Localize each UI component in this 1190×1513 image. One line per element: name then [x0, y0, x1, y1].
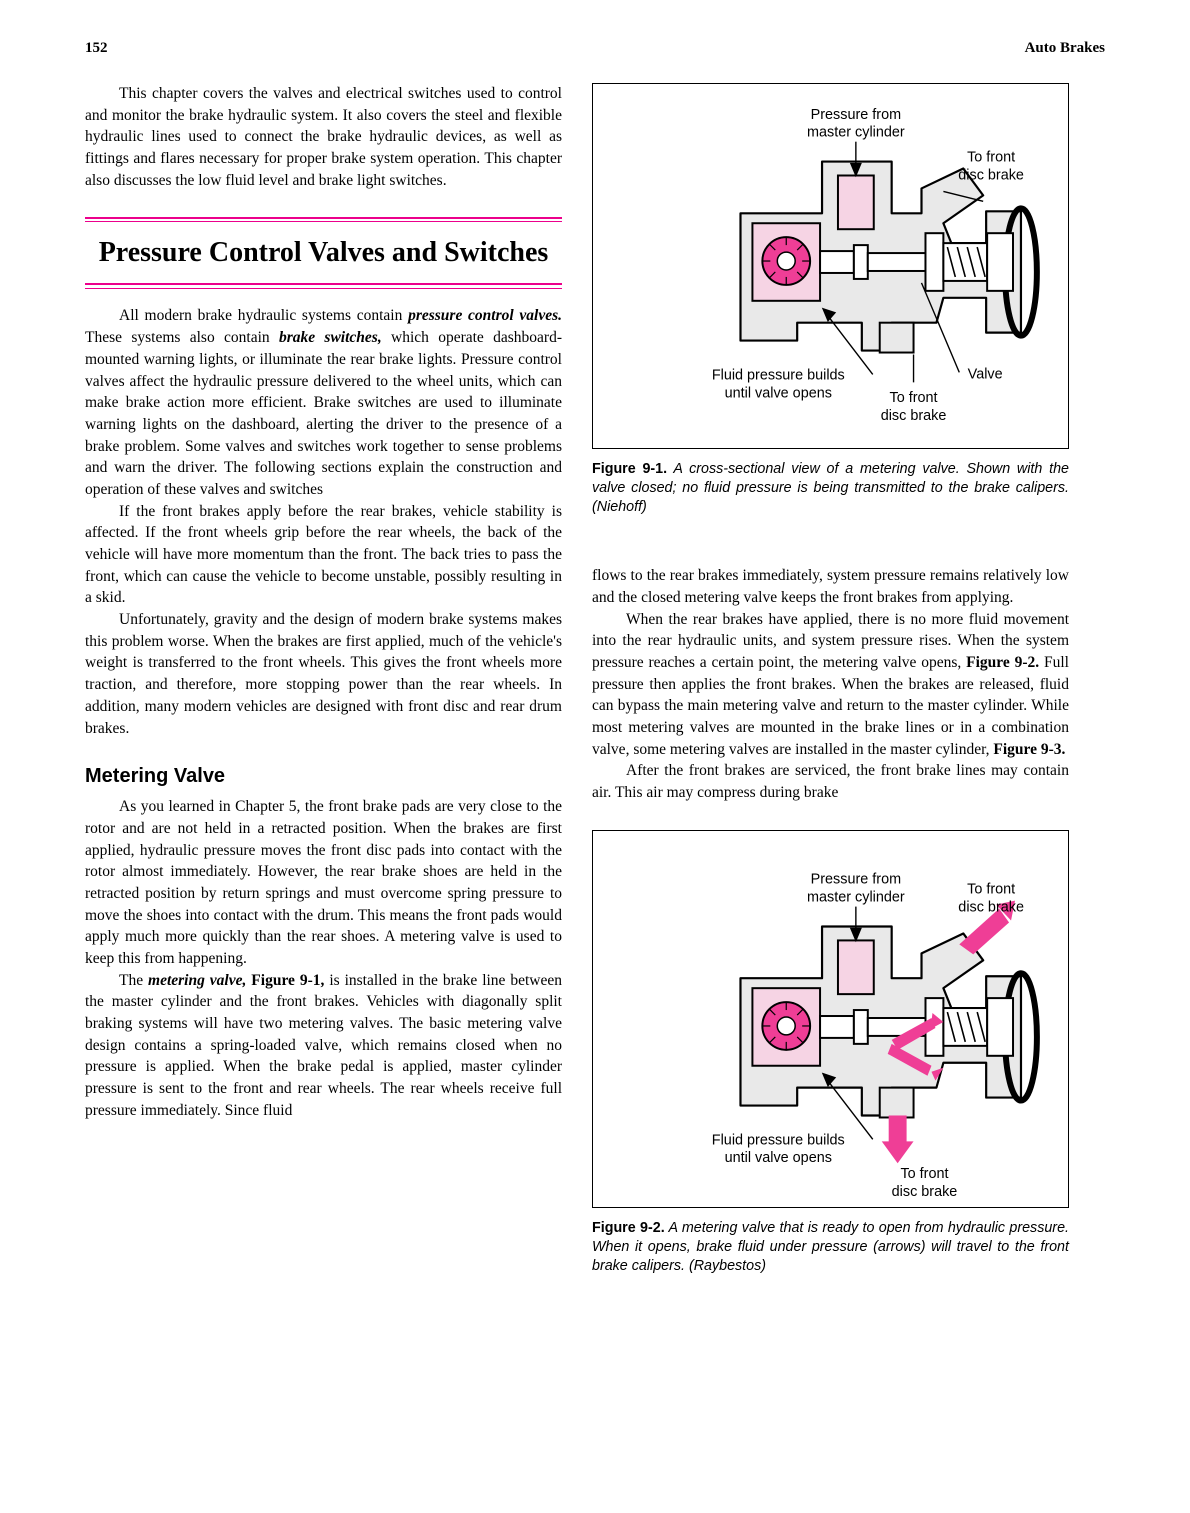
right-paragraph-1: flows to the rear brakes immediately, system pressure remains relatively low and the closed metering valve keeps the front brakes from applying.: [592, 567, 1069, 606]
rule-bottom: [85, 283, 562, 285]
rp2-part-a: When the rear brakes have applied, there is no more fluid movement into the rear hydraulic units, and system pressure rises. When the system pressure reaches a certain point, the metering valve opens,: [592, 610, 1069, 672]
rule-top: [85, 217, 562, 219]
intro-paragraph: This chapter covers the valves and electrical switches used to control and monitor the brake hydraulic system. It also covers the steel and flexible hydraulic lines used to connect the brake hydraulic devices, as well as fittings and flares necessary for proper brake system operation. This chapter also discusses the low fluid level and brake light switches.: [85, 85, 562, 189]
figure-9-2-caption: [592, 1219, 1069, 1276]
paragraph-4: As you learned in Chapter 5, the front brake pads are very close to the rotor and are not held in a retracted position. When the brakes are first applied, hydraulic pressure moves the front disc pads into contact with the rotor almost immediately. However, the rear brake shoes are held in the retracted position by return springs and must overcome spring pressure to move the shoes into contact with the drum. This means the front pads would apply much more quickly than the rear shoes. A metering valve is used to keep this from happening.: [85, 798, 562, 968]
figure-ref-9-2: Figure 9-2.: [966, 654, 1040, 672]
para1-part-e: which operate dashboard-mounted warning lights, or illuminate the rear brake lights. Pressure control valves affect the hydraulic pressure delivered to the wheel units, which can make brake action more efficient. Brake switches are used to illuminate warning lights on the dashboard, alerting the driver to the presence of a brake problem. Some valves and switches work together to sense problems and warn the driver. The following sections explain the construction and operation of these valves and switches: [85, 329, 562, 498]
page-title: Pressure Control Valves and Switches: [98, 237, 549, 269]
valve-seal-element-2: [762, 1002, 810, 1050]
figure-9-1-image: [592, 83, 1069, 449]
outlet-stub: [880, 323, 914, 353]
label2-master-cylinder: master cylinder: [807, 889, 905, 906]
rule-top-inner: [85, 221, 562, 222]
inlet-passage: [838, 175, 874, 229]
running-head: [85, 40, 1105, 57]
paragraph-3: Unfortunately, gravity and the design of modern brake systems makes this problem worse. When the brakes are first applied, much of the vehicle's weight is transferred to the front wheels. This gives the front wheels more traction, and therefore, more stopping power than the rear wheels. In addition, many modern vehicles are designed with front disc and rear drum brakes.: [85, 611, 562, 737]
label-pressure-from: Pressure from: [810, 106, 902, 123]
paragraph-2: If the front brakes apply before the rear brakes, vehicle stability is affected. If the front wheels grip before the rear wheels, the back of the vehicle will have more momentum than the front. The back tries to pass the front, which can cause the vehicle to become unstable, possibly resulting in a skid.: [85, 502, 562, 607]
label2-until-valve-opens: until valve opens: [724, 1150, 832, 1167]
inlet-passage-2: [838, 940, 874, 994]
two-column-layout: [85, 83, 1105, 1290]
label-master-cylinder: master cylinder: [807, 124, 905, 141]
paragraph-5: [85, 970, 562, 1122]
term-brake-switches: brake switches,: [278, 329, 382, 347]
label-to-front-1: To front: [967, 149, 1016, 166]
metering-valve-open-diagram: [593, 831, 1068, 1207]
outlet-stub-2: [880, 1087, 914, 1117]
figure-9-2-image: [592, 830, 1069, 1208]
rp2-part-c: Full pressure then applies the front brakes. When the brakes are released, fluid can bypass the main metering valve and return to the master cylinder. While most metering valves are mounted in the brake lines or in a combination valve, some metering valves are installed in the master cylinder,: [592, 654, 1069, 758]
term-pressure-control-valves: pressure control valves.: [408, 307, 562, 325]
label-disc-brake-2: disc brake: [880, 408, 947, 425]
para1-part-a: All modern brake hydraulic systems contain: [119, 307, 409, 325]
paragraph-1: [85, 305, 562, 500]
label2-disc-brake-2: disc brake: [891, 1183, 958, 1200]
label2-fluid-pressure-builds: Fluid pressure builds: [711, 1132, 845, 1149]
label-to-front-2: To front: [889, 390, 938, 407]
right-paragraph-3: After the front brakes are serviced, the front brake lines may contain air. This air may compress during brake: [592, 762, 1069, 802]
subsection-title-metering-valve: Metering Valve: [85, 765, 226, 788]
label-valve: Valve: [967, 366, 1003, 383]
label2-disc-brake-1: disc brake: [958, 899, 1024, 916]
figure-9-1-caption: [592, 460, 1069, 517]
valve-seal-element: [762, 237, 810, 285]
para5-part-e: is installed in the brake line between the master cylinder and the front brakes. Vehicles with diagonally split braking systems will have two metering valves. The basic metering valve design contains a spring-loaded valve, which remains closed when no pressure is applied. When the brake pedal is applied, master cylinder pressure is sent to the front and rear wheels. The rear wheels receive full pressure immediately. Since fluid: [85, 971, 563, 1119]
figure-9-2-caption-text: A metering valve that is ready to open from hydraulic pressure. When it opens, brake fluid under pressure (arrows) will travel to the front brake calipers. (Raybestos): [592, 1219, 1069, 1274]
right-paragraph-2: [592, 609, 1069, 761]
figure-ref-9-3: Figure 9-3.: [993, 740, 1066, 758]
metering-valve-closed-diagram: [593, 84, 1068, 448]
book-title: Auto Brakes: [1024, 40, 1105, 56]
figure-ref-9-1: Figure 9-1,: [251, 971, 325, 989]
label-disc-brake-1: disc brake: [958, 167, 1024, 184]
figure-9-1-label: Figure 9-1.: [592, 461, 668, 477]
section-head-block: [85, 217, 562, 289]
label2-to-front-1: To front: [967, 881, 1016, 898]
label2-pressure-from: Pressure from: [810, 871, 902, 888]
term-metering-valve: metering valve,: [148, 971, 247, 989]
figure-9-2-label: Figure 9-2.: [592, 1219, 665, 1236]
para5-part-a: The: [119, 971, 149, 989]
label-fluid-pressure-builds: Fluid pressure builds: [711, 367, 845, 384]
figure-9-1-caption-text: A cross-sectional view of a metering valve. Shown with the valve closed; no fluid pressure is being transmitted to the brake calipers. (Niehoff): [592, 461, 1069, 515]
left-column: [85, 83, 562, 1122]
right-column: [592, 83, 1069, 1290]
label-until-valve-opens: until valve opens: [724, 385, 832, 402]
para1-part-c: These systems also contain: [85, 329, 279, 347]
arrow-to-front-lower-shaft: [889, 1115, 907, 1145]
label2-to-front-2: To front: [900, 1166, 949, 1183]
rule-bottom-inner: [85, 288, 562, 289]
page-number: 152: [85, 40, 108, 56]
arrow-head-lower: [882, 1141, 914, 1163]
